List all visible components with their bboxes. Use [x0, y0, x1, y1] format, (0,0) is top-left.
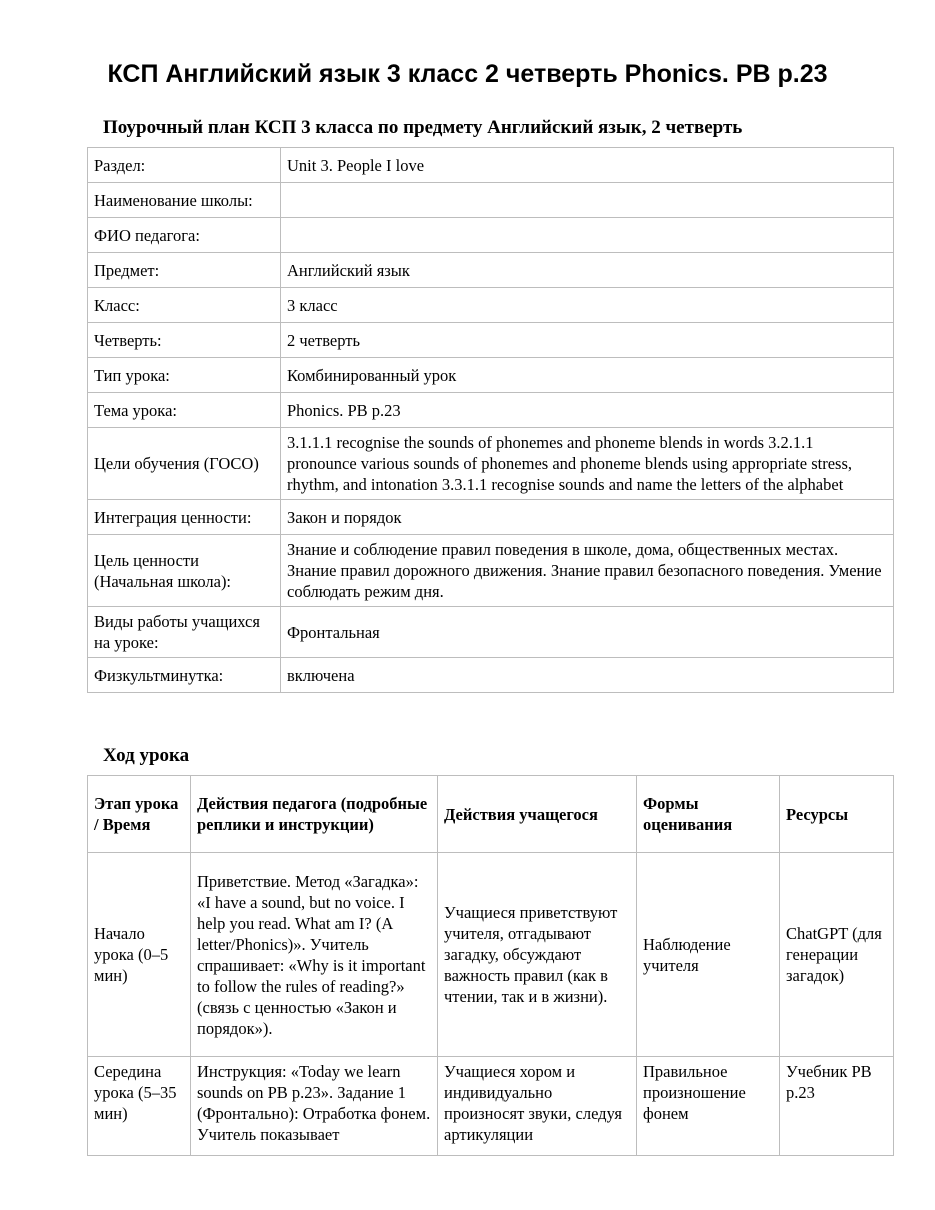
info-label: Раздел:: [88, 148, 281, 183]
info-label: ФИО педагога:: [88, 218, 281, 253]
column-header-stage: Этап урока / Время: [88, 776, 191, 853]
info-row: [88, 428, 894, 500]
info-value: Unit 3. People I love: [281, 148, 894, 183]
info-label: Четверть:: [88, 323, 281, 358]
info-row: [88, 658, 894, 693]
info-value: Английский язык: [281, 253, 894, 288]
plan-heading: Поурочный план КСП 3 класса по предмету Английский язык, 2 четверть: [103, 117, 743, 138]
info-value: 3 класс: [281, 288, 894, 323]
info-row: [88, 183, 894, 218]
info-label: Цель ценности (Начальная школа):: [88, 535, 281, 607]
document-title: КСП Английский язык 3 класс 2 четверть Phonics. PB p.23: [107, 60, 828, 88]
stage-cell: Середина урока (5–35 мин): [88, 1057, 191, 1156]
info-row: [88, 535, 894, 607]
info-value: Знание и соблюдение правил поведения в школе, дома, общественных местах. Знание правил дорожного движения. Знание правил безопасного поведения. Умение соблюдать режим дня.: [281, 535, 894, 607]
info-row: [88, 148, 894, 183]
info-row: [88, 253, 894, 288]
info-value: Phonics. PB p.23: [281, 393, 894, 428]
info-value: Фронтальная: [281, 607, 894, 658]
info-label: Наименование школы:: [88, 183, 281, 218]
table-row: [88, 1057, 894, 1156]
lesson-progress-heading: Ход урока: [103, 745, 190, 766]
table-header-row: [88, 776, 894, 853]
info-row: [88, 393, 894, 428]
lesson-info-table: [87, 147, 894, 693]
info-row: [88, 607, 894, 658]
resources-cell: ChatGPT (для генерации загадок): [780, 853, 894, 1057]
column-header-teacher-actions: Действия педагога (подробные реплики и инструкции): [191, 776, 438, 853]
assessment-cell: Наблюдение учителя: [637, 853, 780, 1057]
teacher-actions-cell: Инструкция: «Today we learn sounds on PB p.23». Задание 1 (Фронтально): Отработка фонем. Учитель показывает: [191, 1057, 438, 1156]
info-row: [88, 218, 894, 253]
info-value: Закон и порядок: [281, 500, 894, 535]
info-value: [281, 218, 894, 253]
info-value: включена: [281, 658, 894, 693]
info-label: Интеграция ценности:: [88, 500, 281, 535]
info-row: [88, 500, 894, 535]
resources-cell: Учебник PB p.23: [780, 1057, 894, 1156]
info-value: [281, 183, 894, 218]
lesson-progress-table: [87, 775, 894, 1156]
info-value: Комбинированный урок: [281, 358, 894, 393]
column-header-student-actions: Действия учащегося: [438, 776, 637, 853]
info-row: [88, 288, 894, 323]
info-label: Класс:: [88, 288, 281, 323]
student-actions-cell: Учащиеся приветствуют учителя, отгадывают загадку, обсуждают важность правил (как в чтении, так и в жизни).: [438, 853, 637, 1057]
info-value: 2 четверть: [281, 323, 894, 358]
info-value: 3.1.1.1 recognise the sounds of phonemes and phoneme blends in words 3.2.1.1 pronounce various sounds of phonemes and phoneme blends using appropriate stress, rhythm, and intonation 3.3.1.1 recognise sounds and name the letters of the alphabet: [281, 428, 894, 500]
info-label: Предмет:: [88, 253, 281, 288]
info-label: Физкультминутка:: [88, 658, 281, 693]
info-row: [88, 323, 894, 358]
info-label: Виды работы учащихся на уроке:: [88, 607, 281, 658]
stage-cell: Начало урока (0–5 мин): [88, 853, 191, 1057]
teacher-actions-cell: Приветствие. Метод «Загадка»: «I have a sound, but no voice. I help you read. What am I? (A letter/Phonics)». Учитель спрашивает: «Why is it important to follow the rules of reading?» (связь с ценностью «Закон и порядок»).: [191, 853, 438, 1057]
info-label: Цели обучения (ГОСО): [88, 428, 281, 500]
info-row: [88, 358, 894, 393]
table-row: [88, 853, 894, 1057]
column-header-resources: Ресурсы: [780, 776, 894, 853]
column-header-assessment: Формы оценивания: [637, 776, 780, 853]
info-label: Тема урока:: [88, 393, 281, 428]
assessment-cell: Правильное произношение фонем: [637, 1057, 780, 1156]
info-label: Тип урока:: [88, 358, 281, 393]
student-actions-cell: Учащиеся хором и индивидуально произносят звуки, следуя артикуляции: [438, 1057, 637, 1156]
